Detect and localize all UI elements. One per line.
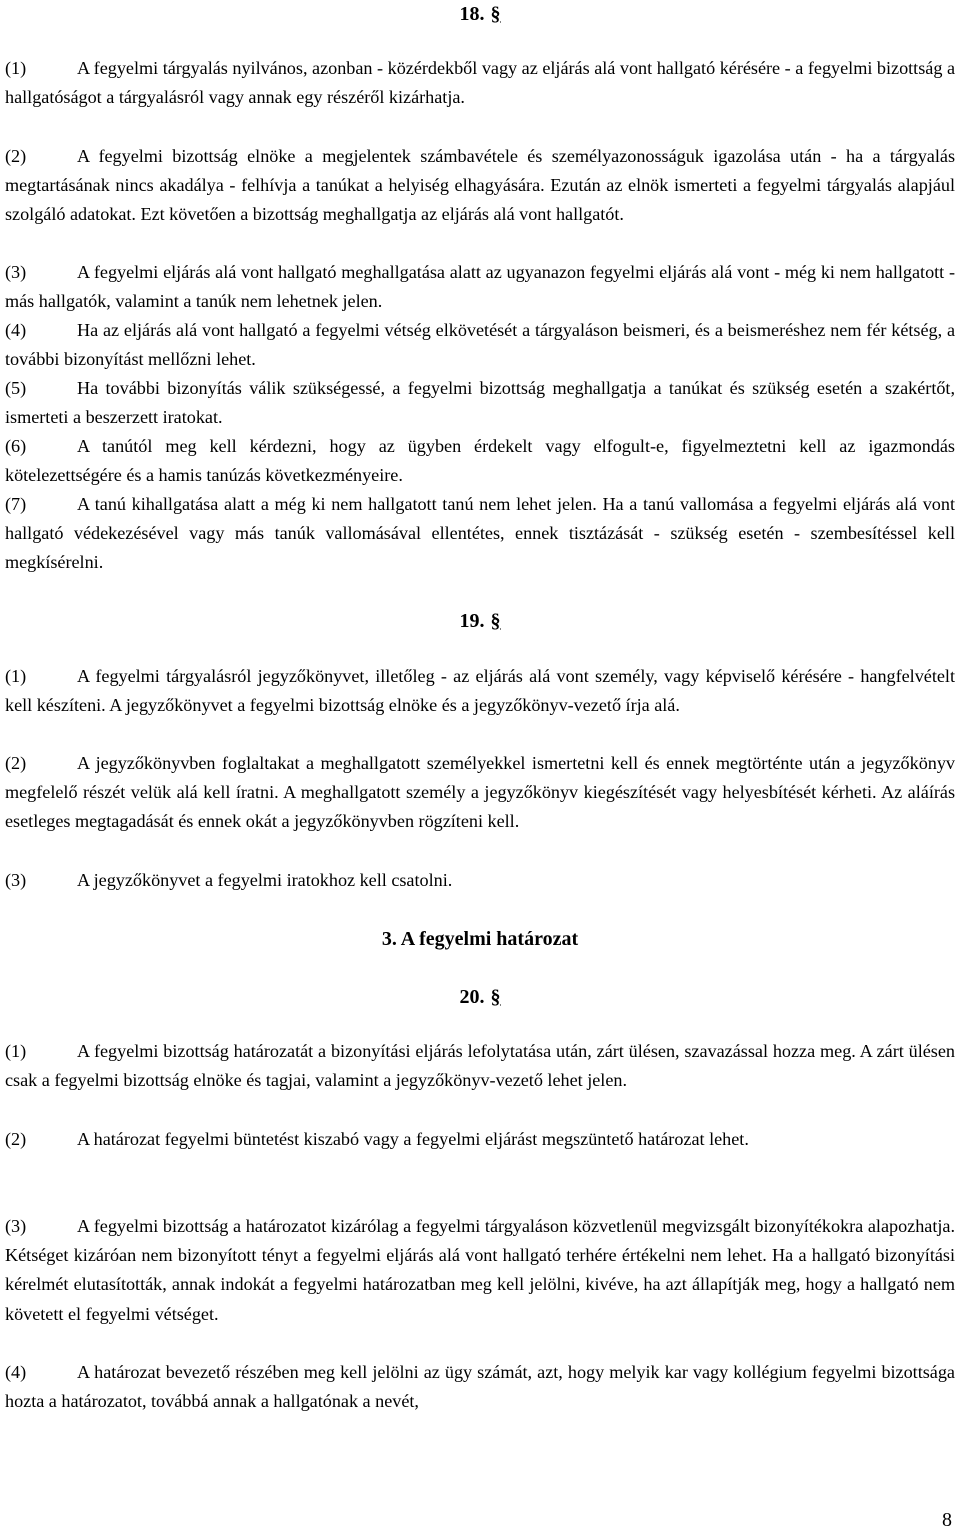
paragraph-number: (4): [5, 320, 27, 340]
paragraph-text: A fegyelmi tárgyalásról jegyzőkönyvet, illetőleg - az eljárás alá vont személy, vagy képviselő kérésére - hangfelvételt kell készíteni. A jegyzőkönyvet a fegyelmi bizottság elnöke és a jegyzőkönyv-vezető írja alá.: [5, 666, 955, 716]
paragraph-19-2: [5, 749, 955, 837]
paragraph-text: A tanú kihallgatása alatt a még ki nem hallgatott tanú nem lehet jelen. Ha a tanú vallomása a fegyelmi eljárás alá vont hallgató védekezésével vagy más tanúk vallomásával ellentétes, ennek tisztázását - szükség esetén - szembesítéssel kell megkísérelni.: [5, 494, 955, 573]
paragraph-text: A határozat fegyelmi büntetést kiszabó vagy a fegyelmi eljárást megszüntető határozat lehet.: [77, 1129, 749, 1149]
section-symbol: §: [490, 3, 501, 25]
paragraph-number: (1): [5, 666, 27, 686]
paragraph-number: (3): [5, 1216, 27, 1236]
paragraph-18-6: [5, 432, 955, 490]
paragraph-number: (5): [5, 378, 27, 398]
paragraph-number: (2): [5, 1129, 27, 1149]
paragraph-text: A fegyelmi bizottság a határozatot kizárólag a fegyelmi tárgyaláson közvetlenül megvizsgált bizonyítékokra alapozhatja. Kétséget kizáróan nem bizonyított tényt a fegyelmi eljárás alá vont hallgató terhére értékelni nem lehet. Ha a hallgató bizonyítási kérelmét elutasították, annak indokát a fegyelmi határozatban meg kell jelölni, kivéve, ha azt állapítják meg, hogy a hallgató nem követett el fegyelmi vétséget.: [5, 1216, 955, 1324]
paragraph-18-4: [5, 316, 955, 374]
paragraph-text: A határozat bevezető részében meg kell jelölni az ügy számát, azt, hogy melyik kar vagy kollégium fegyelmi bizottsága hozta a határozatot, továbbá annak a hallgatónak a nevét,: [5, 1362, 955, 1412]
paragraph-20-2: [5, 1125, 955, 1154]
paragraph-text: Ha az eljárás alá vont hallgató a fegyelmi vétség elkövetését a tárgyaláson beismeri, és a beismeréshez nem fér kétség, a további bizonyítást mellőzni lehet.: [5, 320, 955, 370]
paragraph-text: A fegyelmi eljárás alá vont hallgató meghallgatása alatt az ugyanazon fegyelmi eljárás alá vont - még ki nem hallgatott - más hallgatók, valamint a tanúk nem lehetnek jelen.: [5, 262, 955, 312]
paragraph-number: (6): [5, 436, 27, 456]
paragraph-18-2: [5, 142, 955, 230]
paragraph-text: A jegyzőkönyvet a fegyelmi iratokhoz kell csatolni.: [77, 870, 453, 890]
paragraph-number: (1): [5, 58, 27, 78]
paragraph-number: (4): [5, 1362, 27, 1382]
section-heading-18: [0, 2, 960, 26]
paragraph-19-3: [5, 866, 955, 895]
paragraph-number: (7): [5, 494, 27, 514]
section-number: 20.: [459, 986, 485, 1008]
section-heading-19: [0, 609, 960, 633]
section-heading-20: [0, 985, 960, 1009]
section-symbol: §: [490, 610, 501, 632]
paragraph-number: (3): [5, 870, 27, 890]
section-number: 19.: [459, 610, 485, 632]
page-number: 8: [942, 1509, 952, 1531]
paragraph-number: (3): [5, 262, 27, 282]
paragraph-text: A jegyzőkönyvben foglaltakat a meghallgatott személyekkel ismertetni kell és ennek megtörténte után a jegyzőkönyv megfelelő részét velük alá kell íratni. A meghallgatott személy a jegyzőkönyv kiegészítését vagy helyesbítését kérheti. Az aláírás esetleges megtagadását és ennek okát a jegyzőkönyvben rögzíteni kell.: [5, 753, 955, 832]
paragraph-text: Ha további bizonyítás válik szükségessé, a fegyelmi bizottság meghallgatja a tanúkat és szükség esetén a szakértőt, ismerteti a beszerzett iratokat.: [5, 378, 955, 428]
paragraph-18-3: [5, 258, 955, 316]
paragraph-text: A tanútól meg kell kérdezni, hogy az ügyben érdekelt vagy elfogult-e, figyelmeztetni kell az igazmondás kötelezettségére és a hamis tanúzás következményeire.: [5, 436, 955, 486]
section-symbol: §: [490, 986, 501, 1008]
paragraph-19-1: [5, 662, 955, 720]
paragraph-20-1: [5, 1037, 955, 1095]
paragraph-text: A fegyelmi bizottság elnöke a megjelentek számbavétele és személyazonosságuk igazolása után - ha a tárgyalás megtartásának nincs akadálya - felhívja a tanúkat a helyiség elhagyására. Ezután az elnök ismerteti a fegyelmi tárgyalás alapjául szolgáló adatokat. Ezt követően a bizottság meghallgatja az eljárás alá vont hallgatót.: [5, 146, 955, 225]
paragraph-text: A fegyelmi bizottság határozatát a bizonyítási eljárás lefolytatása után, zárt ülésen, szavazással hozza meg. A zárt ülésen csak a fegyelmi bizottság elnöke és tagjai, valamint a jegyzőkönyv-vezető lehet jelen.: [5, 1041, 955, 1091]
paragraph-18-1: [5, 54, 955, 112]
paragraph-number: (1): [5, 1041, 27, 1061]
chapter-title: 3. A fegyelmi határozat: [381, 928, 579, 950]
paragraph-18-7: [5, 490, 955, 578]
paragraph-text: A fegyelmi tárgyalás nyilvános, azonban - közérdekből vagy az eljárás alá vont hallgató kérésére - a fegyelmi bizottság a hallgatóságot a tárgyalásról vagy annak egy részéről kizárhatja.: [5, 58, 955, 108]
paragraph-20-3: [5, 1212, 955, 1329]
paragraph-number: (2): [5, 146, 27, 166]
paragraph-20-4: [5, 1358, 955, 1416]
section-number: 18.: [459, 3, 485, 25]
paragraph-18-5: [5, 374, 955, 432]
paragraph-number: (2): [5, 753, 27, 773]
